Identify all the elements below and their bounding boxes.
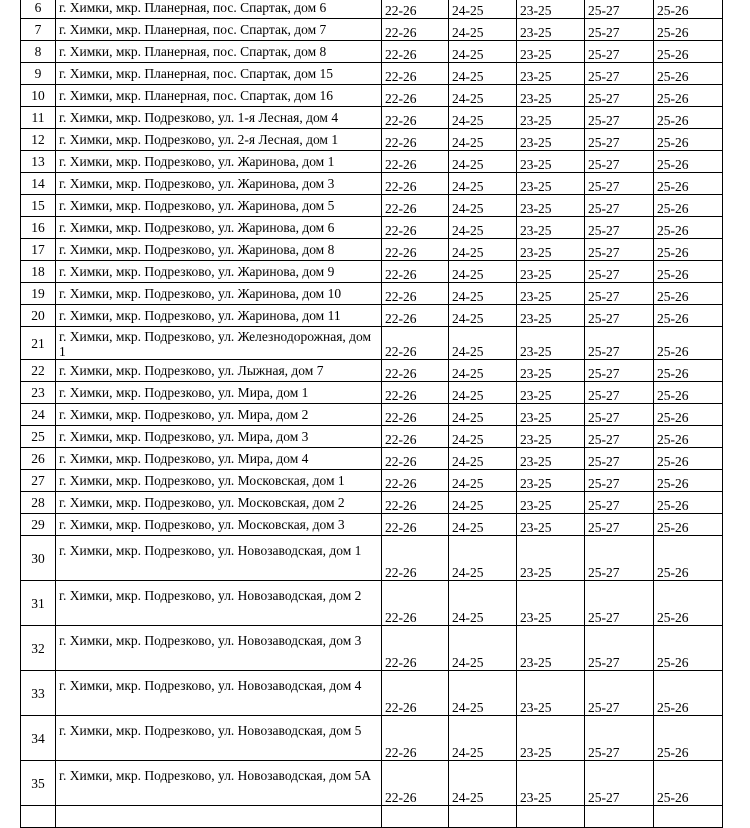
address-cell: г. Химки, мкр. Подрезково, ул. Жаринова, дом 10 bbox=[56, 283, 382, 305]
value-cell: 22-26 bbox=[382, 305, 449, 327]
value-cell: 22-26 bbox=[382, 217, 449, 239]
row-number: 9 bbox=[21, 63, 56, 85]
row-number: 22 bbox=[21, 360, 56, 382]
table-row bbox=[21, 63, 723, 85]
value-cell: 25-26 bbox=[654, 217, 723, 239]
value-cell: 23-25 bbox=[517, 360, 585, 382]
row-number: 11 bbox=[21, 107, 56, 129]
value-cell: 24-25 bbox=[449, 239, 517, 261]
table-row bbox=[21, 426, 723, 448]
data-table bbox=[20, 0, 723, 828]
table-row bbox=[21, 404, 723, 426]
value-cell: 25-26 bbox=[654, 404, 723, 426]
row-number: 13 bbox=[21, 151, 56, 173]
address-cell: г. Химки, мкр. Подрезково, ул. Жаринова, дом 3 bbox=[56, 173, 382, 195]
row-number: 23 bbox=[21, 382, 56, 404]
value-cell: 23-25 bbox=[517, 426, 585, 448]
value-cell: 25-26 bbox=[654, 151, 723, 173]
value-cell: 23-25 bbox=[517, 536, 585, 581]
value-cell: 23-25 bbox=[517, 404, 585, 426]
row-number: 15 bbox=[21, 195, 56, 217]
value-cell: 25-26 bbox=[654, 382, 723, 404]
value-cell: 23-25 bbox=[517, 63, 585, 85]
value-cell: 24-25 bbox=[449, 536, 517, 581]
value-cell: 22-26 bbox=[382, 536, 449, 581]
value-cell: 25-27 bbox=[585, 85, 654, 107]
row-number: 12 bbox=[21, 129, 56, 151]
value-cell: 22-26 bbox=[382, 492, 449, 514]
value-cell: 24-25 bbox=[449, 360, 517, 382]
value-cell: 23-25 bbox=[517, 626, 585, 671]
value-cell: 23-25 bbox=[517, 151, 585, 173]
value-cell: 22-26 bbox=[382, 761, 449, 806]
address-cell: г. Химки, мкр. Подрезково, ул. Мира, дом 2 bbox=[56, 404, 382, 426]
row-number: 20 bbox=[21, 305, 56, 327]
value-cell: 22-26 bbox=[382, 626, 449, 671]
table-row bbox=[21, 382, 723, 404]
value-cell: 22-26 bbox=[382, 581, 449, 626]
value-cell: 24-25 bbox=[449, 63, 517, 85]
value-cell: 25-27 bbox=[585, 173, 654, 195]
value-cell: 25-26 bbox=[654, 305, 723, 327]
value-cell: 23-25 bbox=[517, 41, 585, 63]
value-cell: 25-27 bbox=[585, 492, 654, 514]
value-cell: 25-26 bbox=[654, 327, 723, 360]
table-row bbox=[21, 327, 723, 360]
value-cell: 24-25 bbox=[449, 448, 517, 470]
value-cell: 22-26 bbox=[382, 85, 449, 107]
value-cell: 25-26 bbox=[654, 195, 723, 217]
value-cell: 23-25 bbox=[517, 261, 585, 283]
value-cell: 23-25 bbox=[517, 217, 585, 239]
value-cell: 23-25 bbox=[517, 283, 585, 305]
row-number: 35 bbox=[21, 761, 56, 806]
address-cell: г. Химки, мкр. Подрезково, ул. Новозаводская, дом 4 bbox=[56, 671, 382, 716]
address-cell: г. Химки, мкр. Подрезково, ул. Московская, дом 2 bbox=[56, 492, 382, 514]
value-cell: 22-26 bbox=[382, 19, 449, 41]
value-cell: 23-25 bbox=[517, 0, 585, 19]
value-cell: 24-25 bbox=[449, 382, 517, 404]
value-cell: 25-27 bbox=[585, 19, 654, 41]
table-row bbox=[21, 217, 723, 239]
value-cell: 22-26 bbox=[382, 404, 449, 426]
value-cell: 25-27 bbox=[585, 305, 654, 327]
table-row bbox=[21, 492, 723, 514]
address-cell: г. Химки, мкр. Подрезково, ул. Жаринова, дом 5 bbox=[56, 195, 382, 217]
address-cell: г. Химки, мкр. Подрезково, ул. 2-я Лесная, дом 1 bbox=[56, 129, 382, 151]
value-cell: 22-26 bbox=[382, 283, 449, 305]
table-row bbox=[21, 283, 723, 305]
row-number: 26 bbox=[21, 448, 56, 470]
value-cell: 25-26 bbox=[654, 173, 723, 195]
value-cell: 22-26 bbox=[382, 671, 449, 716]
value-cell: 22-26 bbox=[382, 470, 449, 492]
value-cell bbox=[654, 806, 723, 828]
value-cell: 23-25 bbox=[517, 382, 585, 404]
value-cell: 22-26 bbox=[382, 129, 449, 151]
value-cell bbox=[585, 806, 654, 828]
value-cell: 25-27 bbox=[585, 626, 654, 671]
value-cell: 24-25 bbox=[449, 671, 517, 716]
value-cell: 25-26 bbox=[654, 261, 723, 283]
value-cell: 24-25 bbox=[449, 327, 517, 360]
address-cell: г. Химки, мкр. Подрезково, ул. Новозаводская, дом 2 bbox=[56, 581, 382, 626]
value-cell: 23-25 bbox=[517, 129, 585, 151]
row-number: 10 bbox=[21, 85, 56, 107]
value-cell: 24-25 bbox=[449, 19, 517, 41]
value-cell: 23-25 bbox=[517, 195, 585, 217]
address-cell: г. Химки, мкр. Подрезково, ул. Жаринова, дом 1 bbox=[56, 151, 382, 173]
value-cell: 22-26 bbox=[382, 261, 449, 283]
value-cell: 25-27 bbox=[585, 581, 654, 626]
value-cell: 25-26 bbox=[654, 129, 723, 151]
table-row bbox=[21, 41, 723, 63]
row-number: 33 bbox=[21, 671, 56, 716]
value-cell: 25-27 bbox=[585, 448, 654, 470]
value-cell: 25-27 bbox=[585, 671, 654, 716]
value-cell: 24-25 bbox=[449, 151, 517, 173]
table-row bbox=[21, 581, 723, 626]
value-cell: 24-25 bbox=[449, 107, 517, 129]
value-cell: 24-25 bbox=[449, 492, 517, 514]
table-row bbox=[21, 514, 723, 536]
value-cell: 22-26 bbox=[382, 41, 449, 63]
value-cell: 23-25 bbox=[517, 85, 585, 107]
value-cell: 22-26 bbox=[382, 107, 449, 129]
value-cell: 24-25 bbox=[449, 195, 517, 217]
value-cell: 25-27 bbox=[585, 360, 654, 382]
row-number: 16 bbox=[21, 217, 56, 239]
value-cell: 25-27 bbox=[585, 514, 654, 536]
value-cell: 23-25 bbox=[517, 173, 585, 195]
value-cell: 25-26 bbox=[654, 0, 723, 19]
value-cell: 22-26 bbox=[382, 151, 449, 173]
row-number: 7 bbox=[21, 19, 56, 41]
value-cell: 22-26 bbox=[382, 448, 449, 470]
value-cell: 23-25 bbox=[517, 19, 585, 41]
table-row bbox=[21, 305, 723, 327]
value-cell: 25-27 bbox=[585, 129, 654, 151]
value-cell: 25-26 bbox=[654, 448, 723, 470]
table-row bbox=[21, 129, 723, 151]
address-cell: г. Химки, мкр. Подрезково, ул. Московская, дом 1 bbox=[56, 470, 382, 492]
address-cell: г. Химки, мкр. Подрезково, ул. Жаринова, дом 9 bbox=[56, 261, 382, 283]
row-number: 17 bbox=[21, 239, 56, 261]
address-cell: г. Химки, мкр. Подрезково, ул. Мира, дом 4 bbox=[56, 448, 382, 470]
value-cell: 25-27 bbox=[585, 63, 654, 85]
address-cell: г. Химки, мкр. Планерная, пос. Спартак, дом 7 bbox=[56, 19, 382, 41]
value-cell: 25-27 bbox=[585, 217, 654, 239]
value-cell: 22-26 bbox=[382, 514, 449, 536]
table-row bbox=[21, 470, 723, 492]
value-cell: 25-27 bbox=[585, 195, 654, 217]
row-number bbox=[21, 806, 56, 828]
value-cell: 25-26 bbox=[654, 536, 723, 581]
value-cell: 25-26 bbox=[654, 581, 723, 626]
value-cell: 24-25 bbox=[449, 470, 517, 492]
value-cell: 22-26 bbox=[382, 426, 449, 448]
value-cell: 25-27 bbox=[585, 283, 654, 305]
table-row bbox=[21, 19, 723, 41]
value-cell: 24-25 bbox=[449, 41, 517, 63]
value-cell: 25-26 bbox=[654, 671, 723, 716]
value-cell: 22-26 bbox=[382, 360, 449, 382]
value-cell: 23-25 bbox=[517, 581, 585, 626]
table-row bbox=[21, 806, 723, 828]
value-cell: 25-26 bbox=[654, 492, 723, 514]
value-cell: 22-26 bbox=[382, 173, 449, 195]
value-cell: 24-25 bbox=[449, 761, 517, 806]
value-cell: 23-25 bbox=[517, 470, 585, 492]
value-cell: 25-26 bbox=[654, 514, 723, 536]
address-cell: г. Химки, мкр. Планерная, пос. Спартак, дом 6 bbox=[56, 0, 382, 19]
value-cell: 24-25 bbox=[449, 0, 517, 19]
table-row bbox=[21, 261, 723, 283]
value-cell: 25-27 bbox=[585, 470, 654, 492]
row-number: 25 bbox=[21, 426, 56, 448]
value-cell: 22-26 bbox=[382, 239, 449, 261]
value-cell: 24-25 bbox=[449, 283, 517, 305]
address-cell: г. Химки, мкр. Подрезково, ул. 1-я Лесная, дом 4 bbox=[56, 107, 382, 129]
value-cell: 24-25 bbox=[449, 129, 517, 151]
address-cell: г. Химки, мкр. Планерная, пос. Спартак, дом 16 bbox=[56, 85, 382, 107]
value-cell: 25-26 bbox=[654, 283, 723, 305]
row-number: 32 bbox=[21, 626, 56, 671]
value-cell: 25-26 bbox=[654, 470, 723, 492]
row-number: 14 bbox=[21, 173, 56, 195]
table-row bbox=[21, 0, 723, 19]
value-cell: 22-26 bbox=[382, 716, 449, 761]
value-cell: 24-25 bbox=[449, 514, 517, 536]
table-row bbox=[21, 173, 723, 195]
table-row bbox=[21, 85, 723, 107]
value-cell: 23-25 bbox=[517, 761, 585, 806]
value-cell: 25-27 bbox=[585, 761, 654, 806]
value-cell: 24-25 bbox=[449, 626, 517, 671]
address-cell: г. Химки, мкр. Подрезково, ул. Жаринова, дом 6 bbox=[56, 217, 382, 239]
table-row bbox=[21, 448, 723, 470]
value-cell: 25-27 bbox=[585, 41, 654, 63]
value-cell: 24-25 bbox=[449, 404, 517, 426]
value-cell: 23-25 bbox=[517, 448, 585, 470]
value-cell: 23-25 bbox=[517, 716, 585, 761]
table-row bbox=[21, 536, 723, 581]
value-cell: 25-26 bbox=[654, 41, 723, 63]
value-cell: 25-27 bbox=[585, 404, 654, 426]
value-cell bbox=[382, 806, 449, 828]
address-cell: г. Химки, мкр. Подрезково, ул. Новозаводская, дом 5 bbox=[56, 716, 382, 761]
table-row bbox=[21, 360, 723, 382]
value-cell: 25-27 bbox=[585, 239, 654, 261]
address-cell: г. Химки, мкр. Подрезково, ул. Новозаводская, дом 3 bbox=[56, 626, 382, 671]
value-cell: 22-26 bbox=[382, 63, 449, 85]
value-cell: 25-26 bbox=[654, 239, 723, 261]
table-body bbox=[21, 0, 723, 828]
row-number: 19 bbox=[21, 283, 56, 305]
row-number: 28 bbox=[21, 492, 56, 514]
value-cell: 23-25 bbox=[517, 107, 585, 129]
address-cell: г. Химки, мкр. Планерная, пос. Спартак, дом 8 bbox=[56, 41, 382, 63]
value-cell: 22-26 bbox=[382, 327, 449, 360]
table-row bbox=[21, 195, 723, 217]
value-cell: 22-26 bbox=[382, 0, 449, 19]
value-cell: 23-25 bbox=[517, 327, 585, 360]
value-cell: 24-25 bbox=[449, 716, 517, 761]
address-cell: г. Химки, мкр. Подрезково, ул. Новозаводская, дом 5А bbox=[56, 761, 382, 806]
row-number: 6 bbox=[21, 0, 56, 19]
value-cell: 25-27 bbox=[585, 716, 654, 761]
value-cell: 25-26 bbox=[654, 761, 723, 806]
value-cell: 25-27 bbox=[585, 382, 654, 404]
value-cell: 23-25 bbox=[517, 239, 585, 261]
value-cell: 23-25 bbox=[517, 671, 585, 716]
row-number: 30 bbox=[21, 536, 56, 581]
value-cell: 23-25 bbox=[517, 492, 585, 514]
table-row bbox=[21, 761, 723, 806]
value-cell: 24-25 bbox=[449, 581, 517, 626]
value-cell: 22-26 bbox=[382, 382, 449, 404]
address-cell: г. Химки, мкр. Подрезково, ул. Мира, дом 1 bbox=[56, 382, 382, 404]
row-number: 27 bbox=[21, 470, 56, 492]
address-cell: г. Химки, мкр. Планерная, пос. Спартак, дом 15 bbox=[56, 63, 382, 85]
value-cell: 25-26 bbox=[654, 626, 723, 671]
value-cell: 25-26 bbox=[654, 426, 723, 448]
value-cell: 25-26 bbox=[654, 19, 723, 41]
table-row bbox=[21, 151, 723, 173]
table-row bbox=[21, 716, 723, 761]
value-cell: 25-26 bbox=[654, 63, 723, 85]
value-cell: 24-25 bbox=[449, 217, 517, 239]
table-row bbox=[21, 671, 723, 716]
value-cell: 25-27 bbox=[585, 327, 654, 360]
value-cell: 25-27 bbox=[585, 536, 654, 581]
value-cell: 22-26 bbox=[382, 195, 449, 217]
address-cell bbox=[56, 806, 382, 828]
value-cell: 25-26 bbox=[654, 716, 723, 761]
value-cell: 23-25 bbox=[517, 514, 585, 536]
value-cell: 25-27 bbox=[585, 0, 654, 19]
address-cell: г. Химки, мкр. Подрезково, ул. Московская, дом 3 bbox=[56, 514, 382, 536]
value-cell bbox=[517, 806, 585, 828]
row-number: 18 bbox=[21, 261, 56, 283]
value-cell: 23-25 bbox=[517, 305, 585, 327]
value-cell: 24-25 bbox=[449, 261, 517, 283]
row-number: 21 bbox=[21, 327, 56, 360]
value-cell: 24-25 bbox=[449, 173, 517, 195]
value-cell: 25-27 bbox=[585, 107, 654, 129]
row-number: 31 bbox=[21, 581, 56, 626]
value-cell bbox=[449, 806, 517, 828]
value-cell: 24-25 bbox=[449, 426, 517, 448]
row-number: 8 bbox=[21, 41, 56, 63]
row-number: 24 bbox=[21, 404, 56, 426]
address-cell: г. Химки, мкр. Подрезково, ул. Мира, дом 3 bbox=[56, 426, 382, 448]
table-row bbox=[21, 626, 723, 671]
address-cell: г. Химки, мкр. Подрезково, ул. Новозаводская, дом 1 bbox=[56, 536, 382, 581]
value-cell: 25-27 bbox=[585, 151, 654, 173]
table-row bbox=[21, 107, 723, 129]
value-cell: 25-27 bbox=[585, 261, 654, 283]
address-cell: г. Химки, мкр. Подрезково, ул. Жаринова, дом 11 bbox=[56, 305, 382, 327]
value-cell: 24-25 bbox=[449, 85, 517, 107]
value-cell: 25-26 bbox=[654, 85, 723, 107]
value-cell: 24-25 bbox=[449, 305, 517, 327]
address-cell: г. Химки, мкр. Подрезково, ул. Железнодорожная, дом 1 bbox=[56, 327, 382, 360]
value-cell: 25-26 bbox=[654, 107, 723, 129]
address-cell: г. Химки, мкр. Подрезково, ул. Лыжная, дом 7 bbox=[56, 360, 382, 382]
address-cell: г. Химки, мкр. Подрезково, ул. Жаринова, дом 8 bbox=[56, 239, 382, 261]
value-cell: 25-26 bbox=[654, 360, 723, 382]
value-cell: 25-27 bbox=[585, 426, 654, 448]
row-number: 29 bbox=[21, 514, 56, 536]
row-number: 34 bbox=[21, 716, 56, 761]
table-row bbox=[21, 239, 723, 261]
